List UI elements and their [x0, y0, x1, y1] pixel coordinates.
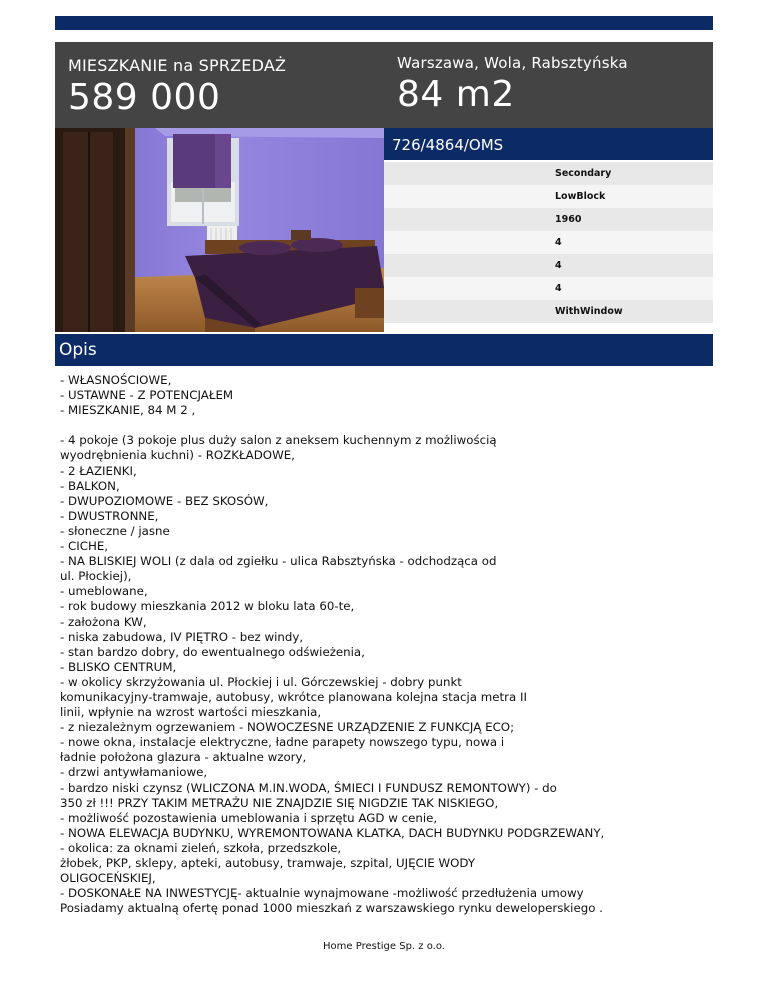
attribute-row: 4 — [384, 231, 713, 254]
listing-type: MIESZKANIE na SPRZEDAŻ — [68, 56, 287, 75]
attribute-row: 4 — [384, 254, 713, 277]
listing-header — [55, 42, 713, 128]
reference-number: 726/4864/OMS — [384, 128, 713, 160]
attribute-row: 1960 — [384, 208, 713, 231]
header-right — [397, 54, 628, 115]
attribute-row: LowBlock — [384, 185, 713, 208]
attribute-row: 4 — [384, 277, 713, 300]
bedroom-photo — [55, 128, 384, 332]
description-text: - WŁASNOŚCIOWE, - USTAWNE - Z POTENCJAŁEM - MIESZKANIE, 84 M 2 , - 4 pokoje (3 pokoje plus duży salon z aneksem kuchennym z możliwością wyodrębnienia kuchni) - ROZKŁADOWE, - 2 ŁAZIENKI, - BALKON, - DWUPOZIOMOWE - BEZ SKOSÓW, - DWUSTRONNE, - słoneczne / jasne - CICHE, - NA BLISKIEJ WOLI (z dala od zgiełku - ulica Rabsztyńska - odchodząca od ul. Płockiej), - umeblowane, - rok budowy mieszkania 2012 w bloku lata 60-te, - założona KW, - niska zabudowa, IV PIĘTRO - bez windy, - stan bardzo dobry, do ewentualnego odświeżenia, - BLISKO CENTRUM, - w okolicy skrzyżowania ul. Płockiej i ul. Górczewskiej - dobry punkt komunikacyjny-tramwaje, autobusy, wkrótce planowana kolejna stacja metra II linii, wpłynie na wzrost wartości mieszkania, - z niezależnym ogrzewaniem - NOWOCZESNE URZĄDZENIE Z FUNKCJĄ ECO; - nowe okna, instalacje elektryczne, ładne parapety nowszego typu, nowa i ładnie położona glazura - aktualne wzory, - drzwi antywłamaniowe, - bardzo niski czynsz (WLICZONA M.IN.WODA, ŚMIECI I FUNDUSZ REMONTOWY) - do 350 zł !!! PRZY TAKIM METRAŻU NIE ZNAJDZIE SIĘ NIGDZIE TAK NISKIEGO, - możliwość pozostawienia umeblowania i sprzętu AGD w cenie, - NOWA ELEWACJA BUDYNKU, WYREMONTOWANA KLATKA, DACH BUDYNKU PODGRZEWANY, - okolica: za oknami zieleń, szkoła, przedszkole, żłobek, PKP, sklepy, apteki, autobusy, tramwaje, szpital, UJĘCIE WODY OLIGOCEŃSKIEJ, - DOSKONAŁE NA INWESTYCJĘ- aktualnie wynajmowane -możliwość przedłużenia umowy Posiadamy aktualną ofertę ponad 1000 mieszkań z warszawskiego rynku deweloperskiego . — [60, 373, 605, 916]
listing-area: 84 m2 — [397, 74, 515, 115]
footer-company: Home Prestige Sp. z o.o. — [323, 941, 445, 952]
listing-price: 589 000 — [68, 77, 221, 118]
description-heading: Opis — [55, 334, 713, 366]
header-left — [68, 56, 286, 118]
bedroom-photo-illustration — [55, 128, 384, 332]
listing-location: Warszawa, Wola, Rabsztyńska — [397, 54, 628, 72]
top-accent-bar — [55, 16, 713, 30]
attribute-row: Secondary — [384, 162, 713, 185]
attribute-row: WithWindow — [384, 300, 713, 323]
attribute-table — [384, 162, 713, 323]
